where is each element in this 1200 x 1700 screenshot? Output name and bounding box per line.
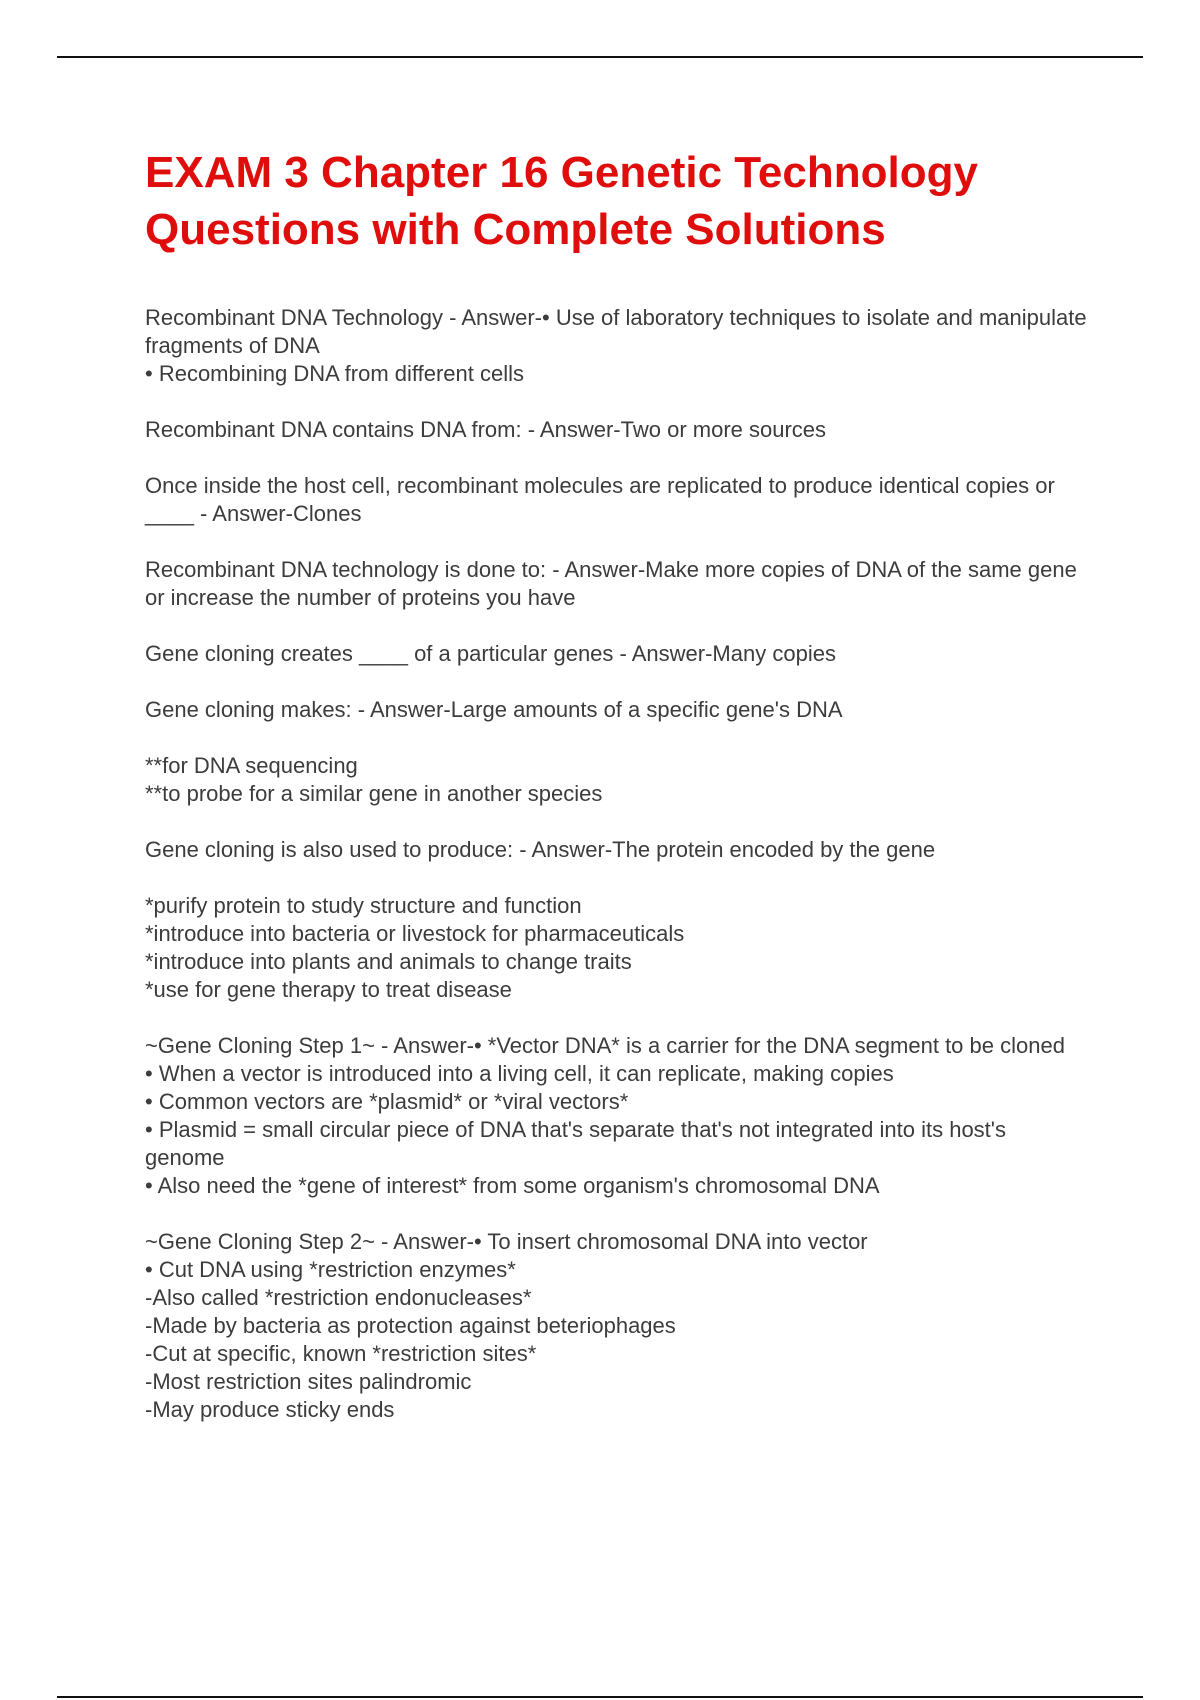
qa-block — [145, 472, 1090, 528]
qa-detail-line: -May produce sticky ends — [145, 1397, 395, 1422]
qa-detail-line: *use for gene therapy to treat disease — [145, 977, 512, 1002]
qa-question-line: ~Gene Cloning Step 2~ - Answer-• To insert chromosomal DNA into vector — [145, 1229, 868, 1254]
title-line-1: EXAM 3 Chapter 16 Genetic Technology — [145, 148, 978, 197]
qa-detail-line: • Also need the *gene of interest* from some organism's chromosomal DNA — [145, 1173, 880, 1198]
qa-block — [145, 1228, 1090, 1424]
qa-detail-line: -Made by bacteria as protection against beteriophages — [145, 1313, 676, 1338]
qa-detail-line: • Cut DNA using *restriction enzymes* — [145, 1257, 516, 1282]
qa-detail-line: *introduce into bacteria or livestock for pharmaceuticals — [145, 921, 685, 946]
qa-question-line: Recombinant DNA technology is done to: - Answer-Make more copies of DNA of the same gene or increase the number of proteins you have — [145, 557, 1077, 610]
qa-block — [145, 556, 1090, 612]
qa-detail-line: • When a vector is introduced into a living cell, it can replicate, making copies — [145, 1061, 894, 1086]
document-body — [145, 144, 1090, 1452]
qa-block — [145, 696, 1090, 724]
qa-question-line: *purify protein to study structure and function — [145, 893, 582, 918]
qa-question-line: Gene cloning creates ____ of a particular genes - Answer-Many copies — [145, 641, 836, 666]
qa-detail-line: • Recombining DNA from different cells — [145, 361, 525, 386]
document-title — [145, 144, 1090, 258]
qa-detail-line: • Common vectors are *plasmid* or *viral vectors* — [145, 1089, 629, 1114]
qa-list — [145, 304, 1090, 1424]
qa-block — [145, 1032, 1090, 1200]
qa-detail-line: -Cut at specific, known *restriction sites* — [145, 1341, 537, 1366]
qa-detail-line: **to probe for a similar gene in another species — [145, 781, 603, 806]
qa-question-line: **for DNA sequencing — [145, 753, 358, 778]
footer-rule — [57, 1696, 1143, 1698]
qa-block — [145, 304, 1090, 388]
qa-question-line: Gene cloning is also used to produce: - Answer-The protein encoded by the gene — [145, 837, 936, 862]
qa-block — [145, 752, 1090, 808]
qa-detail-line: -Most restriction sites palindromic — [145, 1369, 472, 1394]
qa-question-line: Recombinant DNA Technology - Answer-• Use of laboratory techniques to isolate and manipulate fragments of DNA — [145, 305, 1087, 358]
qa-question-line: ~Gene Cloning Step 1~ - Answer-• *Vector DNA* is a carrier for the DNA segment to be cloned — [145, 1033, 1065, 1058]
header-rule — [57, 56, 1143, 58]
qa-block — [145, 836, 1090, 864]
title-line-2: Questions with Complete Solutions — [145, 205, 886, 254]
qa-block — [145, 892, 1090, 1004]
qa-detail-line: • Plasmid = small circular piece of DNA that's separate that's not integrated into its host's genome — [145, 1117, 1006, 1170]
qa-question-line: Once inside the host cell, recombinant molecules are replicated to produce identical copies or ____ - Answer-Clones — [145, 473, 1055, 526]
qa-block — [145, 416, 1090, 444]
qa-question-line: Gene cloning makes: - Answer-Large amounts of a specific gene's DNA — [145, 697, 843, 722]
qa-detail-line: *introduce into plants and animals to change traits — [145, 949, 632, 974]
qa-detail-line: -Also called *restriction endonucleases* — [145, 1285, 532, 1310]
qa-block — [145, 640, 1090, 668]
qa-question-line: Recombinant DNA contains DNA from: - Answer-Two or more sources — [145, 417, 827, 442]
